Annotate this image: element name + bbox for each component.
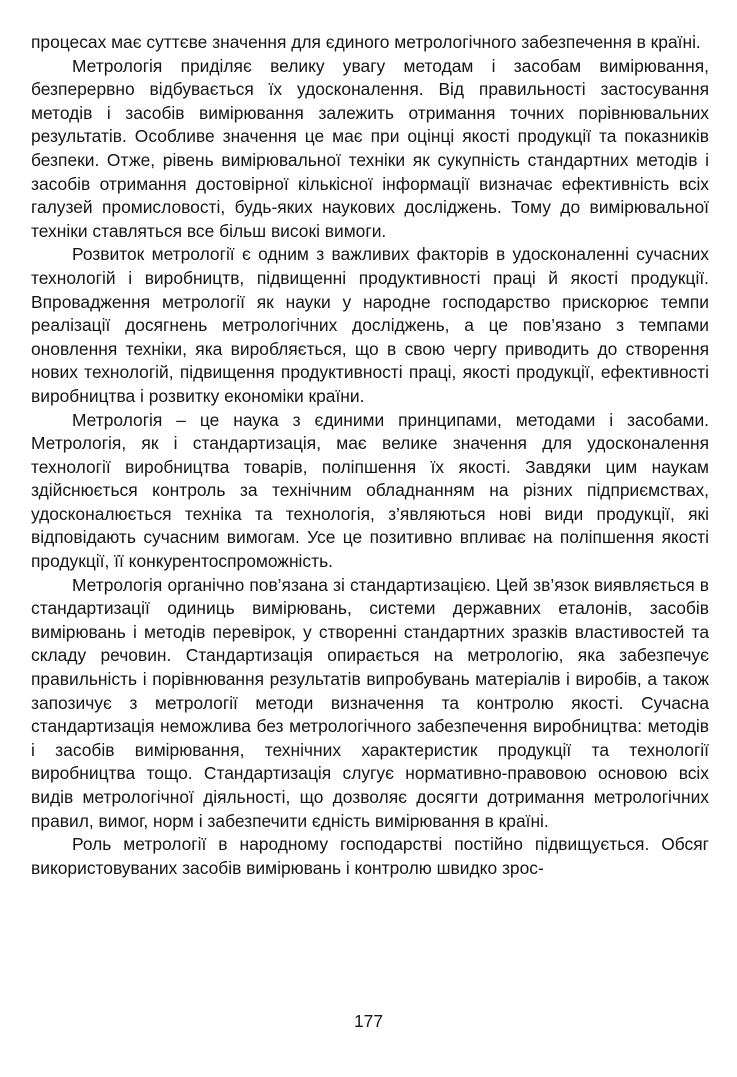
paragraph-1: процесах має суттєве значення для єдиного метрологічного забезпечення в країні. (31, 32, 701, 52)
paragraph-6: Роль метрології в народному господарстві постійно підвищується. Обсяг використовуваних засобів вимірювань і контролю швидко зрос- (31, 834, 709, 878)
paragraph-3: Розвиток метрології є одним з важливих факторів в удосконаленні сучасних технологій і виробництв, підвищенні продуктивності праці й якості продукції. Впровадження метрології як науки у народне господарство прискорює темпи реалізації досягнень метрологічних досліджень, а це пов’язано з темпами оновлення техніки, яка виробляється, що в свою чергу приводить до створення нових технологій, підвищення продуктивності праці, якості продукції, ефективності виробництва і розвитку економіки країни. (31, 244, 709, 406)
page-text (31, 31, 709, 880)
paragraph-5: Метрологія органічно пов’язана зі стандартизацією. Цей зв’язок виявляється в стандартизації одиниць вимірювань, системи державних еталонів, засобів вимірювань і методів перевірок, у створенні стандартних зразків властивостей та складу речовин. Стандартизація опирається на метрологію, яка забезпечує правильність і порівнювання результатів випробувань матеріалів і виробів, а також запозичує з метрології методи визначення та контролю якості. Сучасна стандартизація неможлива без метрологічного забезпечення виробництва: методів і засобів вимірювання, технічних характеристик продукції та технології виробництва тощо. Стандартизація слугує нормативно-правовою основою всіх видів метрологічної діяльності, що дозволяє досягти дотримання метрологічних правил, вимог, норм і забезпечити єдність вимірювання в країні. (31, 574, 709, 831)
paragraph-4: Метрологія – це наука з єдиними принципами, методами і засобами. Метрологія, як і стандартизація, має велике значення для удосконалення технології виробництва товарів, поліпшення їх якості. Завдяки цим наукам здійснюється контроль за технічним обладнанням на різних підприємствах, удосконалюється техніка та технологія, з’являються нові види продукції, які відповідають сучасним вимогам. Усе це позитивно впливає на поліпшення якості продукції, її конкурентоспроможність. (31, 409, 709, 572)
page-number: 177 (353, 1011, 383, 1031)
paragraph-2: Метрологія приділяє велику увагу методам і засобам вимірювання, безперервно відбувається їх удосконалення. Від правильності застосування методів і засобів вимірювання залежить отримання точних порівнювальних результатів. Особливе значення це має при оцінці якості продукції та показників безпеки. Отже, рівень вимірювальної техніки як сукупність стандартних методів і засобів отримання достовірної кількісної інформації визначає ефективність всіх галузей промисловості, будь-яких наукових досліджень. Тому до вимірювальної техніки ставляться все більш високі вимоги. (31, 55, 709, 241)
